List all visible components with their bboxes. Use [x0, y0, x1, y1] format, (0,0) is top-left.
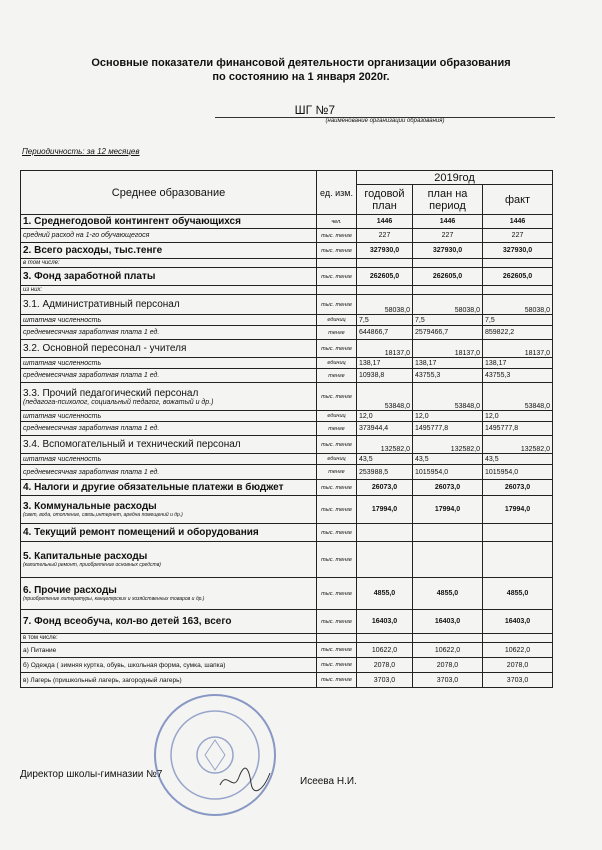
row-label: 3.4. Вспомогательный и технический персонал [21, 436, 317, 454]
row-label: штатная численность [21, 315, 317, 326]
row-fact: 262605,0 [483, 268, 553, 286]
document-title [0, 56, 602, 84]
row-plan-period: 138,17 [413, 358, 483, 369]
row-unit: единиц [317, 454, 357, 465]
row-fact: 16403,0 [483, 610, 553, 634]
row-plan-year: 58038,0 [357, 295, 413, 315]
row-unit: тенге [317, 369, 357, 383]
row-fact: 1015954,0 [483, 465, 553, 480]
row-fact: 1446 [483, 215, 553, 229]
row-fact: 227 [483, 229, 553, 243]
row-unit: тыс. тенге [317, 542, 357, 578]
row-fact: 12,0 [483, 411, 553, 422]
row-plan-year: 1446 [357, 215, 413, 229]
row-label: 7. Фонд всеобуча, кол-во детей 163, всего [21, 610, 317, 634]
row-label: из них: [21, 286, 317, 295]
row-fact: 18137,0 [483, 340, 553, 358]
row-unit: тыс. тенге [317, 340, 357, 358]
row-unit: тыс. тенге [317, 436, 357, 454]
row-fact [483, 524, 553, 542]
row-fact: 2078,0 [483, 658, 553, 673]
row-plan-period: 18137,0 [413, 340, 483, 358]
row-label: 5. Капитальные расходы (капительный ремонт, приобретение основных средств) [21, 542, 317, 578]
row-label: среднемесячная заработная плата 1 ед. [21, 422, 317, 436]
stamp-seal-icon [150, 690, 280, 820]
row-plan-period: 2579466,7 [413, 326, 483, 340]
row-plan-period: 262605,0 [413, 268, 483, 286]
header-year: 2019год [357, 171, 553, 185]
row-fact: 132582,0 [483, 436, 553, 454]
row-plan-period: 53848,0 [413, 383, 483, 411]
row-label: штатная численность [21, 358, 317, 369]
row-label: 3. Фонд заработной платы [21, 268, 317, 286]
row-fact: 26073,0 [483, 480, 553, 496]
row-unit: тенге [317, 422, 357, 436]
signature-icon [215, 765, 275, 795]
row-plan-year: 2078,0 [357, 658, 413, 673]
row-plan-year: 10938,8 [357, 369, 413, 383]
row-plan-period: 132582,0 [413, 436, 483, 454]
row-plan-year: 10622,0 [357, 643, 413, 658]
periodicity: Периодичность: за 12 месяцев [22, 147, 140, 156]
row-fact: 53848,0 [483, 383, 553, 411]
row-unit: тыс. тенге [317, 578, 357, 610]
row-label: 3. Коммунальные расходы (свет, вода, отопление, связь,интернет, аредна помещений и др.) [21, 496, 317, 524]
row-label: среднемесячная заработная плата 1 ед. [21, 465, 317, 480]
row-label: 3.2. Основной пересонал - учителя [21, 340, 317, 358]
row-plan-period: 43755,3 [413, 369, 483, 383]
signer-name: Исеева Н.И. [300, 776, 357, 787]
row-fact: 43755,3 [483, 369, 553, 383]
row-unit: тыс. тенге [317, 673, 357, 688]
row-plan-year: 227 [357, 229, 413, 243]
row-plan-period: 227 [413, 229, 483, 243]
row-plan-year: 16403,0 [357, 610, 413, 634]
row-label: в) Лагерь (пришкольный лагерь, загородный лагерь) [21, 673, 317, 688]
row-unit: тыс. тенге [317, 643, 357, 658]
row-plan-year [357, 524, 413, 542]
org-name: ШГ №7 [294, 103, 335, 117]
row-plan-period: 1495777,8 [413, 422, 483, 436]
org-caption: (наименование организации образования) [325, 118, 445, 124]
row-fact: 17994,0 [483, 496, 553, 524]
row-plan-period: 1446 [413, 215, 483, 229]
signer-title: Директор школы-гимназии №7 [20, 769, 163, 780]
row-plan-period: 2078,0 [413, 658, 483, 673]
header-fact: факт [483, 185, 553, 215]
row-plan-year: 26073,0 [357, 480, 413, 496]
row-unit: тыс. тенге [317, 610, 357, 634]
row-fact: 7,5 [483, 315, 553, 326]
row-fact: 58038,0 [483, 295, 553, 315]
row-unit: тыс. тенге [317, 383, 357, 411]
row-label: б) Одежда ( зимняя куртка, обувь, школьная форма, сумка, шапка) [21, 658, 317, 673]
row-plan-year: 373944,4 [357, 422, 413, 436]
row-label: 4. Текущий ремонт помещений и оборудования [21, 524, 317, 542]
row-unit: чел. [317, 215, 357, 229]
row-label: в том числе: [21, 634, 317, 643]
row-unit: тенге [317, 326, 357, 340]
row-plan-year: 53848,0 [357, 383, 413, 411]
row-fact: 138,17 [483, 358, 553, 369]
row-label: средний расход на 1-го обучающегося [21, 229, 317, 243]
title-line-1: Основные показатели финансовой деятельности организации образования [91, 57, 511, 69]
row-unit: единиц [317, 411, 357, 422]
row-plan-year: 12,0 [357, 411, 413, 422]
row-plan-year: 17994,0 [357, 496, 413, 524]
row-plan-period: 26073,0 [413, 480, 483, 496]
row-label: штатная численность [21, 411, 317, 422]
row-label: 1. Среднегодовой контингент обучающихся [21, 215, 317, 229]
row-plan-year: 644866,7 [357, 326, 413, 340]
row-label: среднемесячная заработная плата 1 ед. [21, 326, 317, 340]
row-fact: 1495777,8 [483, 422, 553, 436]
row-label: 2. Всего расходы, тыс.тенге [21, 243, 317, 259]
row-label: 3.1. Административный персонал [21, 295, 317, 315]
row-label: а) Питание [21, 643, 317, 658]
row-fact: 3703,0 [483, 673, 553, 688]
row-plan-period: 16403,0 [413, 610, 483, 634]
row-unit: тыс. тенге [317, 229, 357, 243]
row-plan-period: 3703,0 [413, 673, 483, 688]
finance-table [20, 170, 553, 688]
row-plan-period: 327930,0 [413, 243, 483, 259]
row-fact: 4855,0 [483, 578, 553, 610]
row-label: среднемесячная заработная плата 1 ед. [21, 369, 317, 383]
row-label: штатная численность [21, 454, 317, 465]
row-plan-year: 327930,0 [357, 243, 413, 259]
row-unit: тенге [317, 465, 357, 480]
row-plan-year: 253988,5 [357, 465, 413, 480]
row-plan-year: 3703,0 [357, 673, 413, 688]
row-plan-period: 10622,0 [413, 643, 483, 658]
row-unit: тыс. тенге [317, 268, 357, 286]
row-plan-year [357, 542, 413, 578]
row-unit: тыс. тенге [317, 524, 357, 542]
row-unit: единиц [317, 315, 357, 326]
row-unit: тыс. тенге [317, 295, 357, 315]
row-label: в том числе: [21, 259, 317, 268]
header-plan-year: годовой план [357, 185, 413, 215]
row-fact: 43,5 [483, 454, 553, 465]
row-plan-period [413, 524, 483, 542]
row-plan-period: 12,0 [413, 411, 483, 422]
header-main: Среднее образование [21, 171, 317, 215]
row-plan-year: 43,5 [357, 454, 413, 465]
row-unit: тыс. тенге [317, 496, 357, 524]
row-unit: тыс. тенге [317, 480, 357, 496]
header-plan-period: план на период [413, 185, 483, 215]
row-unit: единиц [317, 358, 357, 369]
title-line-2: по состоянию на 1 января 2020г. [212, 71, 390, 83]
row-plan-period: 4855,0 [413, 578, 483, 610]
row-label: 4. Налоги и другие обязательные платежи в бюджет [21, 480, 317, 496]
row-plan-year: 18137,0 [357, 340, 413, 358]
row-plan-period: 43,5 [413, 454, 483, 465]
row-fact: 10622,0 [483, 643, 553, 658]
header-unit: ед. изм. [317, 171, 357, 215]
row-plan-period [413, 542, 483, 578]
row-plan-period: 58038,0 [413, 295, 483, 315]
row-unit: тыс. тенге [317, 243, 357, 259]
row-plan-period: 7,5 [413, 315, 483, 326]
row-plan-period: 1015954,0 [413, 465, 483, 480]
row-plan-year: 132582,0 [357, 436, 413, 454]
row-plan-year: 4855,0 [357, 578, 413, 610]
row-plan-period: 17994,0 [413, 496, 483, 524]
row-fact: 327930,0 [483, 243, 553, 259]
row-fact: 859822,2 [483, 326, 553, 340]
row-plan-year: 7,5 [357, 315, 413, 326]
row-label: 3.3. Прочий педагогический персонал (педагога-психолог, социальный педагог, вожатый и др.) [21, 383, 317, 411]
row-plan-year: 262605,0 [357, 268, 413, 286]
row-plan-year: 138,17 [357, 358, 413, 369]
row-unit: тыс. тенге [317, 658, 357, 673]
row-label: 6. Прочие расходы (приобретение литературы, канцелярских и хозяйственных товаров и др.) [21, 578, 317, 610]
row-fact [483, 542, 553, 578]
